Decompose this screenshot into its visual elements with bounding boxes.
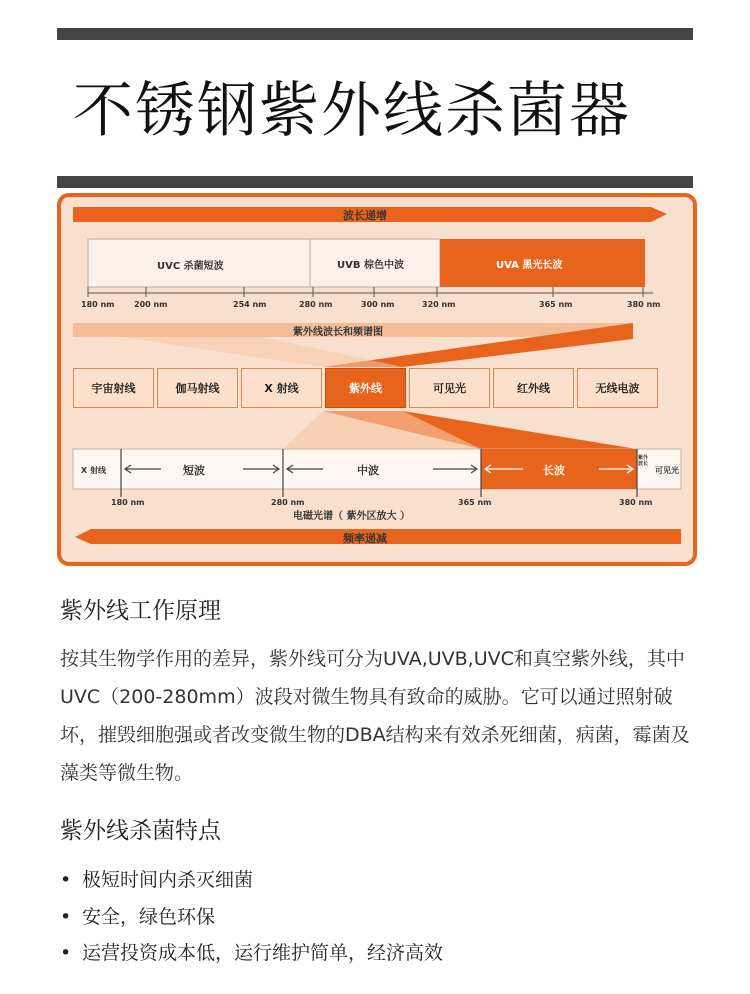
- title-divider-bar: [57, 176, 693, 188]
- lower-tick-label: 365 nm: [458, 498, 492, 507]
- uv-tick-label: 365 nm: [539, 300, 573, 309]
- lower-right-small-label: 紫外波长: [638, 455, 649, 467]
- lower-left-label: X 射线: [81, 466, 106, 475]
- uv-spectrum-diagram: [57, 193, 697, 566]
- longwave-label: 长波: [543, 464, 565, 477]
- uv-tick-label: 254 nm: [233, 300, 267, 309]
- spectrum-box-gamma-ray: 伽马射线: [157, 368, 238, 408]
- lower-tick-label: 280 nm: [271, 498, 305, 507]
- section-heading-principle: 紫外线工作原理: [60, 598, 221, 624]
- list-item: • 运营投资成本低，运行维护简单，经济高效: [60, 935, 443, 972]
- shortwave-label: 短波: [183, 464, 205, 477]
- spectrum-box-radio-wave: 无线电波: [577, 368, 658, 408]
- lower-tick-label: 180 nm: [111, 498, 145, 507]
- lower-tick-label: 380 nm: [619, 498, 653, 507]
- spectrum-box-infrared: 红外线: [493, 368, 574, 408]
- spectrum-box-ultraviolet: 紫外线: [325, 368, 406, 408]
- uvc-band-label: UVC 杀菌短波: [157, 261, 224, 272]
- spectrum-box-cosmic-ray: 宇宙射线: [73, 368, 154, 408]
- uvb-band-label: UVB 棕色中波: [337, 260, 404, 271]
- uv-tick-label: 300 nm: [361, 300, 395, 309]
- spectrum-caption: 紫外线波长和频谱图: [293, 327, 383, 338]
- page-title: 不锈钢紫外线杀菌器: [73, 76, 631, 146]
- lower-right-label: 可见光: [655, 466, 679, 475]
- uva-band-label: UVA 黑光长波: [496, 260, 563, 271]
- top-divider-bar: [57, 28, 693, 40]
- principle-paragraph: 按其生物学作用的差异，紫外线可分为UVA,UVB,UVC和真空紫外线，其中UVC（200-280mm）波段对微生物具有致命的威胁。它可以通过照射破坏，摧毁细胞强或者改变微生物的DBA结构来有效杀死细菌，病菌，霉菌及藻类等微生物。: [60, 648, 690, 784]
- features-list: [60, 862, 443, 972]
- uv-tick-label: 180 nm: [81, 300, 115, 309]
- list-item: • 极短时间内杀灭细菌: [60, 862, 443, 899]
- uv-tick-label: 320 nm: [422, 300, 456, 309]
- top-arrow-label: 波长递增: [343, 209, 387, 222]
- uv-tick-label: 280 nm: [299, 300, 333, 309]
- uv-tick-label: 380 nm: [627, 300, 661, 309]
- bottom-arrow-label: 频率递减: [343, 532, 387, 545]
- section-heading-features: 紫外线杀菌特点: [60, 818, 221, 844]
- list-item: • 安全，绿色环保: [60, 899, 443, 936]
- midwave-label: 中波: [357, 464, 379, 477]
- spectrum-box-x-ray: X 射线: [241, 368, 322, 408]
- spectrum-box-visible-light: 可见光: [409, 368, 490, 408]
- uv-tick-label: 200 nm: [134, 300, 168, 309]
- lower-caption: 电磁光谱（ 紫外区放大 ）: [293, 511, 410, 522]
